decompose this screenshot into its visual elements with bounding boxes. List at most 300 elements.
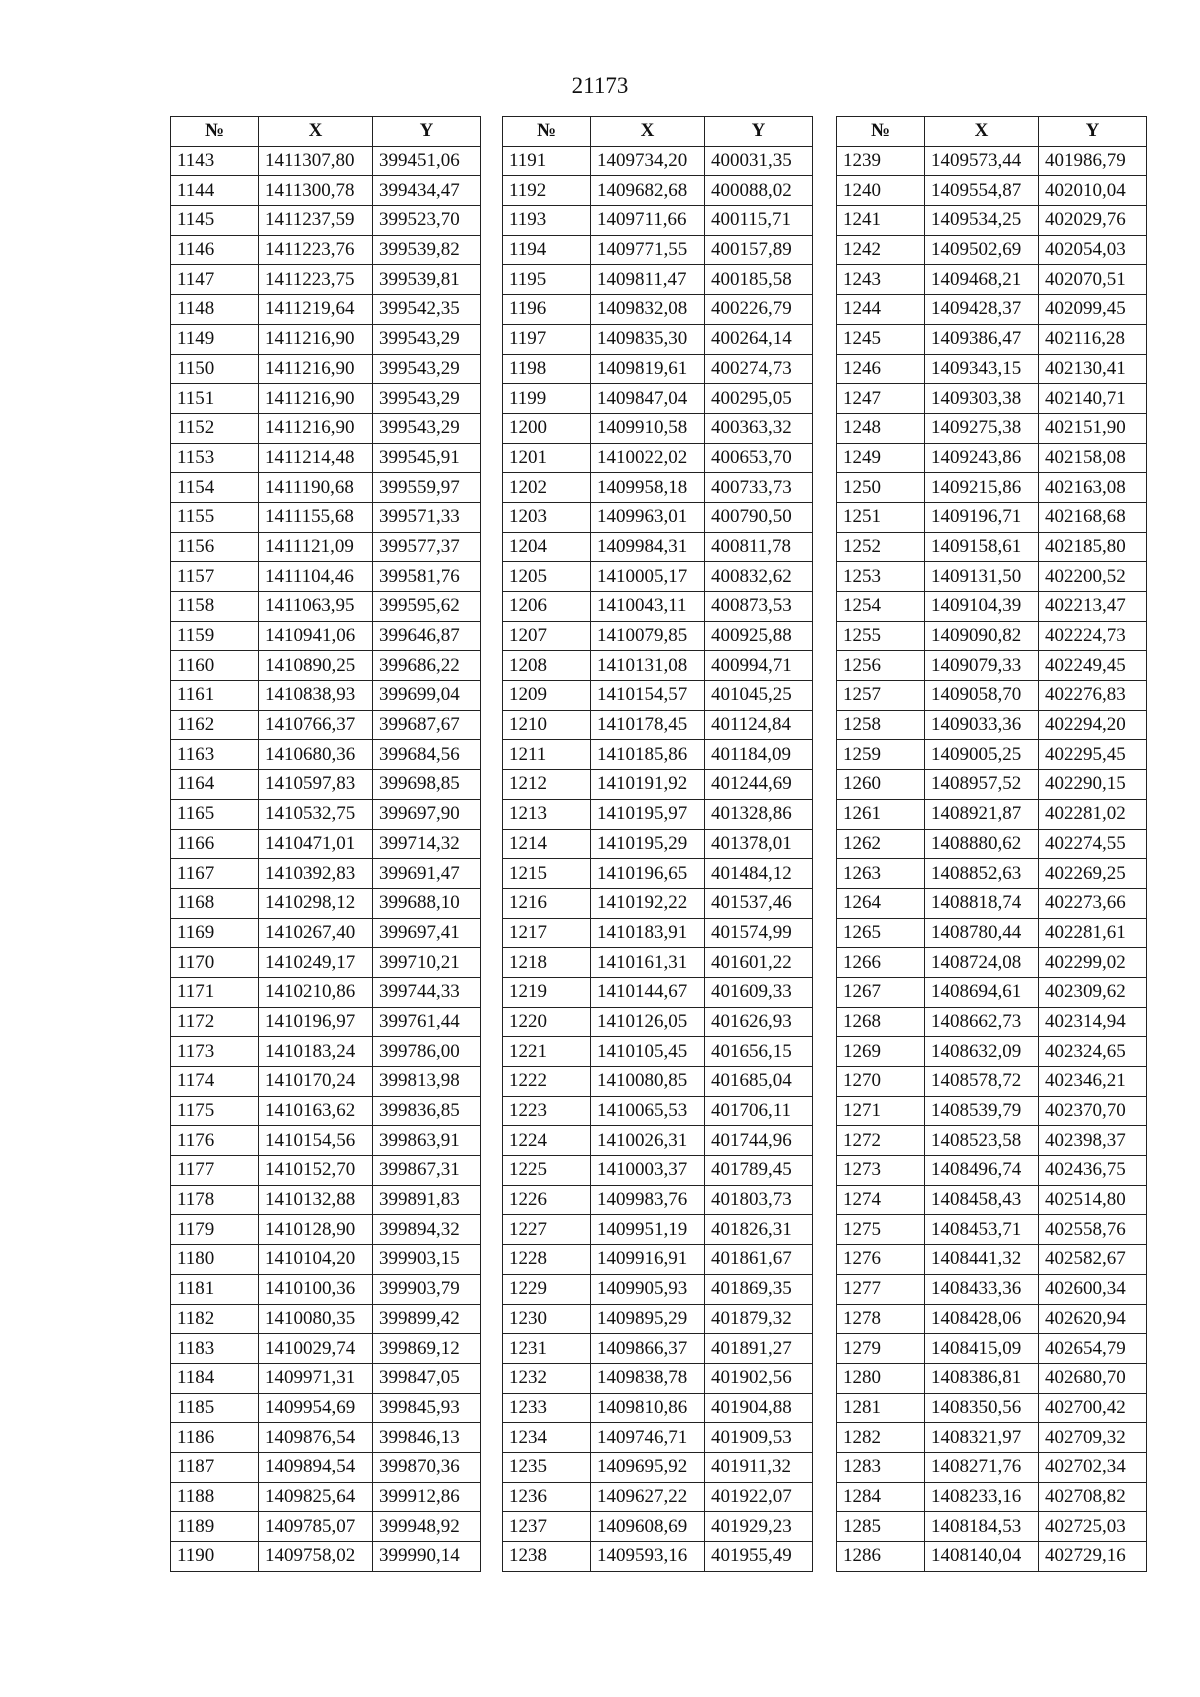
- table-row: [503, 1156, 813, 1186]
- cell-x: 1411237,59: [259, 206, 373, 236]
- cell-x: 1408818,74: [925, 888, 1039, 918]
- cell-number: 1187: [171, 1452, 259, 1482]
- table-row: [503, 354, 813, 384]
- cell-y: 401244,69: [705, 770, 813, 800]
- table-row: [837, 681, 1147, 711]
- cell-y: 400653,70: [705, 443, 813, 473]
- table-row: [837, 1274, 1147, 1304]
- cell-y: 399697,41: [373, 918, 481, 948]
- cell-y: 402274,55: [1039, 829, 1147, 859]
- table-row: [171, 1393, 481, 1423]
- cell-x: 1409627,22: [591, 1482, 705, 1512]
- cell-y: 401922,07: [705, 1482, 813, 1512]
- cell-y: 401685,04: [705, 1067, 813, 1097]
- table-row: [837, 1007, 1147, 1037]
- cell-x: 1411063,95: [259, 592, 373, 622]
- cell-y: 399539,82: [373, 235, 481, 265]
- table-row: [503, 592, 813, 622]
- cell-number: 1275: [837, 1215, 925, 1245]
- table-row: [837, 770, 1147, 800]
- cell-x: 1408496,74: [925, 1156, 1039, 1186]
- cell-number: 1206: [503, 592, 591, 622]
- cell-number: 1193: [503, 206, 591, 236]
- cell-number: 1259: [837, 740, 925, 770]
- table-row: [837, 651, 1147, 681]
- table-body: [837, 146, 1147, 1571]
- table-row: [171, 621, 481, 651]
- table-row: [171, 592, 481, 622]
- table-row: [503, 562, 813, 592]
- cell-number: 1249: [837, 443, 925, 473]
- cell-y: 399912,86: [373, 1482, 481, 1512]
- cell-y: 399846,13: [373, 1423, 481, 1453]
- table-row: [503, 265, 813, 295]
- cell-y: 401706,11: [705, 1096, 813, 1126]
- cell-number: 1231: [503, 1334, 591, 1364]
- cell-x: 1411223,76: [259, 235, 373, 265]
- cell-number: 1247: [837, 384, 925, 414]
- cell-y: 402700,42: [1039, 1393, 1147, 1423]
- cell-y: 401124,84: [705, 710, 813, 740]
- cell-number: 1241: [837, 206, 925, 236]
- cell-number: 1195: [503, 265, 591, 295]
- cell-number: 1229: [503, 1274, 591, 1304]
- cell-x: 1410597,83: [259, 770, 373, 800]
- cell-y: 402029,76: [1039, 206, 1147, 236]
- table-row: [837, 1393, 1147, 1423]
- cell-y: 402130,41: [1039, 354, 1147, 384]
- table-row: [171, 1512, 481, 1542]
- header-x: X: [259, 117, 373, 147]
- cell-y: 402582,67: [1039, 1245, 1147, 1275]
- cell-x: 1409386,47: [925, 324, 1039, 354]
- table-row: [171, 413, 481, 443]
- cell-y: 399691,47: [373, 859, 481, 889]
- cell-y: 401902,56: [705, 1363, 813, 1393]
- cell-x: 1408458,43: [925, 1185, 1039, 1215]
- cell-x: 1408780,44: [925, 918, 1039, 948]
- cell-y: 399559,97: [373, 473, 481, 503]
- cell-y: 402514,80: [1039, 1185, 1147, 1215]
- table-row: [837, 413, 1147, 443]
- table-row: [171, 1067, 481, 1097]
- table-row: [171, 1304, 481, 1334]
- cell-y: 400925,88: [705, 621, 813, 651]
- cell-number: 1191: [503, 146, 591, 176]
- cell-x: 1411219,64: [259, 295, 373, 325]
- table-row: [171, 859, 481, 889]
- cell-x: 1409954,69: [259, 1393, 373, 1423]
- cell-x: 1409894,54: [259, 1452, 373, 1482]
- cell-x: 1410532,75: [259, 799, 373, 829]
- table-row: [503, 235, 813, 265]
- cell-x: 1410192,22: [591, 888, 705, 918]
- cell-number: 1284: [837, 1482, 925, 1512]
- table-row: [171, 354, 481, 384]
- table-row: [837, 265, 1147, 295]
- table-row: [503, 1334, 813, 1364]
- cell-y: 399542,35: [373, 295, 481, 325]
- cell-x: 1410196,97: [259, 1007, 373, 1037]
- table-row: [837, 235, 1147, 265]
- cell-number: 1197: [503, 324, 591, 354]
- cell-y: 399903,15: [373, 1245, 481, 1275]
- table-row: [837, 977, 1147, 1007]
- cell-x: 1409468,21: [925, 265, 1039, 295]
- cell-y: 402294,20: [1039, 710, 1147, 740]
- cell-y: 400264,14: [705, 324, 813, 354]
- table-row: [503, 1215, 813, 1245]
- cell-y: 401929,23: [705, 1512, 813, 1542]
- table-row: [837, 354, 1147, 384]
- cell-x: 1410022,02: [591, 443, 705, 473]
- cell-number: 1256: [837, 651, 925, 681]
- cell-number: 1181: [171, 1274, 259, 1304]
- cell-y: 399836,85: [373, 1096, 481, 1126]
- header-x: X: [591, 117, 705, 147]
- cell-number: 1144: [171, 176, 259, 206]
- table-row: [837, 1482, 1147, 1512]
- cell-x: 1408523,58: [925, 1126, 1039, 1156]
- cell-y: 402680,70: [1039, 1363, 1147, 1393]
- cell-x: 1410680,36: [259, 740, 373, 770]
- cell-y: 399990,14: [373, 1542, 481, 1572]
- table-row: [837, 295, 1147, 325]
- cell-y: 402370,70: [1039, 1096, 1147, 1126]
- cell-y: 399761,44: [373, 1007, 481, 1037]
- cell-x: 1409428,37: [925, 295, 1039, 325]
- table-row: [171, 295, 481, 325]
- cell-x: 1409984,31: [591, 532, 705, 562]
- cell-x: 1410196,65: [591, 859, 705, 889]
- cell-x: 1410100,36: [259, 1274, 373, 1304]
- table-row: [171, 918, 481, 948]
- cell-x: 1409090,82: [925, 621, 1039, 651]
- cell-y: 399523,70: [373, 206, 481, 236]
- table-row: [171, 1156, 481, 1186]
- cell-x: 1411216,90: [259, 384, 373, 414]
- header-number: №: [171, 117, 259, 147]
- cell-y: 399891,83: [373, 1185, 481, 1215]
- cell-y: 400274,73: [705, 354, 813, 384]
- cell-number: 1233: [503, 1393, 591, 1423]
- table-row: [503, 502, 813, 532]
- cell-number: 1216: [503, 888, 591, 918]
- cell-number: 1221: [503, 1037, 591, 1067]
- table-row: [837, 829, 1147, 859]
- cell-y: 402281,02: [1039, 799, 1147, 829]
- table-row: [171, 1363, 481, 1393]
- cell-number: 1147: [171, 265, 259, 295]
- cell-x: 1410183,91: [591, 918, 705, 948]
- cell-y: 401803,73: [705, 1185, 813, 1215]
- cell-number: 1177: [171, 1156, 259, 1186]
- cell-y: 400295,05: [705, 384, 813, 414]
- coordinates-table-2: [502, 116, 813, 1572]
- table-row: [503, 1363, 813, 1393]
- table-row: [837, 1126, 1147, 1156]
- table-row: [837, 888, 1147, 918]
- cell-y: 401378,01: [705, 829, 813, 859]
- table-row: [171, 562, 481, 592]
- table-row: [171, 681, 481, 711]
- cell-x: 1410105,45: [591, 1037, 705, 1067]
- cell-number: 1242: [837, 235, 925, 265]
- cell-x: 1411104,46: [259, 562, 373, 592]
- cell-x: 1408321,97: [925, 1423, 1039, 1453]
- cell-x: 1408415,09: [925, 1334, 1039, 1364]
- cell-y: 400363,32: [705, 413, 813, 443]
- cell-y: 399813,98: [373, 1067, 481, 1097]
- table-row: [837, 1363, 1147, 1393]
- cell-number: 1234: [503, 1423, 591, 1453]
- cell-x: 1410126,05: [591, 1007, 705, 1037]
- cell-y: 401861,67: [705, 1245, 813, 1275]
- cell-y: 401891,27: [705, 1334, 813, 1364]
- cell-x: 1408539,79: [925, 1096, 1039, 1126]
- cell-y: 402070,51: [1039, 265, 1147, 295]
- cell-number: 1143: [171, 146, 259, 176]
- cell-x: 1410210,86: [259, 977, 373, 1007]
- table-row: [171, 1037, 481, 1067]
- cell-y: 399863,91: [373, 1126, 481, 1156]
- cell-x: 1410392,83: [259, 859, 373, 889]
- cell-y: 402295,45: [1039, 740, 1147, 770]
- cell-number: 1227: [503, 1215, 591, 1245]
- cell-number: 1202: [503, 473, 591, 503]
- table-row: [503, 176, 813, 206]
- cell-number: 1254: [837, 592, 925, 622]
- cell-number: 1283: [837, 1452, 925, 1482]
- cell-x: 1409746,71: [591, 1423, 705, 1453]
- cell-y: 402725,03: [1039, 1512, 1147, 1542]
- cell-y: 402324,65: [1039, 1037, 1147, 1067]
- cell-x: 1409951,19: [591, 1215, 705, 1245]
- cell-number: 1215: [503, 859, 591, 889]
- table-row: [837, 473, 1147, 503]
- table-row: [503, 1185, 813, 1215]
- table-row: [837, 799, 1147, 829]
- cell-y: 402054,03: [1039, 235, 1147, 265]
- cell-x: 1410163,62: [259, 1096, 373, 1126]
- cell-number: 1218: [503, 948, 591, 978]
- coordinates-table-1: [170, 116, 481, 1572]
- cell-number: 1170: [171, 948, 259, 978]
- cell-number: 1151: [171, 384, 259, 414]
- table-row: [503, 770, 813, 800]
- table-row: [171, 1274, 481, 1304]
- cell-x: 1410161,31: [591, 948, 705, 978]
- cell-x: 1409303,38: [925, 384, 1039, 414]
- cell-x: 1410183,24: [259, 1037, 373, 1067]
- cell-x: 1410065,53: [591, 1096, 705, 1126]
- cell-number: 1223: [503, 1096, 591, 1126]
- cell-number: 1250: [837, 473, 925, 503]
- cell-x: 1410003,37: [591, 1156, 705, 1186]
- cell-number: 1228: [503, 1245, 591, 1275]
- cell-y: 399571,33: [373, 502, 481, 532]
- cell-x: 1410766,37: [259, 710, 373, 740]
- cell-number: 1239: [837, 146, 925, 176]
- cell-number: 1150: [171, 354, 259, 384]
- cell-x: 1409573,44: [925, 146, 1039, 176]
- table-row: [171, 977, 481, 1007]
- cell-y: 400733,73: [705, 473, 813, 503]
- header-y: Y: [1039, 117, 1147, 147]
- table-row: [837, 859, 1147, 889]
- cell-x: 1408694,61: [925, 977, 1039, 1007]
- cell-x: 1409734,20: [591, 146, 705, 176]
- table-row: [503, 1304, 813, 1334]
- cell-number: 1180: [171, 1245, 259, 1275]
- cell-y: 402269,25: [1039, 859, 1147, 889]
- table-row: [503, 621, 813, 651]
- cell-number: 1285: [837, 1512, 925, 1542]
- table-row: [503, 888, 813, 918]
- header-number: №: [503, 117, 591, 147]
- cell-x: 1409963,01: [591, 502, 705, 532]
- cell-y: 399697,90: [373, 799, 481, 829]
- cell-x: 1408350,56: [925, 1393, 1039, 1423]
- cell-x: 1409910,58: [591, 413, 705, 443]
- cell-x: 1408441,32: [925, 1245, 1039, 1275]
- cell-y: 399543,29: [373, 384, 481, 414]
- cell-x: 1410144,67: [591, 977, 705, 1007]
- cell-y: 399581,76: [373, 562, 481, 592]
- cell-number: 1201: [503, 443, 591, 473]
- cell-number: 1172: [171, 1007, 259, 1037]
- cell-y: 400790,50: [705, 502, 813, 532]
- table-row: [503, 206, 813, 236]
- cell-y: 400832,62: [705, 562, 813, 592]
- cell-number: 1230: [503, 1304, 591, 1334]
- cell-number: 1160: [171, 651, 259, 681]
- cell-number: 1272: [837, 1126, 925, 1156]
- cell-x: 1410471,01: [259, 829, 373, 859]
- cell-x: 1410890,25: [259, 651, 373, 681]
- cell-x: 1410080,85: [591, 1067, 705, 1097]
- table-body: [171, 146, 481, 1571]
- cell-x: 1411223,75: [259, 265, 373, 295]
- cell-number: 1166: [171, 829, 259, 859]
- cell-y: 399710,21: [373, 948, 481, 978]
- table-row: [503, 1245, 813, 1275]
- cell-number: 1266: [837, 948, 925, 978]
- cell-x: 1408921,87: [925, 799, 1039, 829]
- cell-y: 402346,21: [1039, 1067, 1147, 1097]
- cell-y: 402309,62: [1039, 977, 1147, 1007]
- table-row: [503, 710, 813, 740]
- cell-y: 399684,56: [373, 740, 481, 770]
- cell-number: 1265: [837, 918, 925, 948]
- cell-y: 400185,58: [705, 265, 813, 295]
- cell-x: 1408662,73: [925, 1007, 1039, 1037]
- cell-y: 402010,04: [1039, 176, 1147, 206]
- cell-number: 1148: [171, 295, 259, 325]
- cell-number: 1205: [503, 562, 591, 592]
- cell-x: 1409554,87: [925, 176, 1039, 206]
- cell-number: 1196: [503, 295, 591, 325]
- table-row: [837, 621, 1147, 651]
- cell-y: 402299,02: [1039, 948, 1147, 978]
- cell-y: 402273,66: [1039, 888, 1147, 918]
- cell-number: 1286: [837, 1542, 925, 1572]
- cell-number: 1258: [837, 710, 925, 740]
- cell-y: 399786,00: [373, 1037, 481, 1067]
- header-x: X: [925, 117, 1039, 147]
- table-row: [171, 1245, 481, 1275]
- cell-y: 402702,34: [1039, 1452, 1147, 1482]
- table-row: [837, 532, 1147, 562]
- cell-number: 1189: [171, 1512, 259, 1542]
- cell-x: 1411155,68: [259, 502, 373, 532]
- table-row: [837, 1096, 1147, 1126]
- cell-y: 399903,79: [373, 1274, 481, 1304]
- cell-x: 1409971,31: [259, 1363, 373, 1393]
- cell-y: 401537,46: [705, 888, 813, 918]
- cell-number: 1207: [503, 621, 591, 651]
- cell-number: 1173: [171, 1037, 259, 1067]
- cell-number: 1278: [837, 1304, 925, 1334]
- table-row: [503, 918, 813, 948]
- cell-x: 1409079,33: [925, 651, 1039, 681]
- cell-y: 401789,45: [705, 1156, 813, 1186]
- cell-y: 402398,37: [1039, 1126, 1147, 1156]
- cell-number: 1253: [837, 562, 925, 592]
- cell-number: 1276: [837, 1245, 925, 1275]
- cell-x: 1409832,08: [591, 295, 705, 325]
- cell-number: 1267: [837, 977, 925, 1007]
- cell-number: 1165: [171, 799, 259, 829]
- cell-y: 401609,33: [705, 977, 813, 1007]
- cell-x: 1409682,68: [591, 176, 705, 206]
- cell-x: 1410154,57: [591, 681, 705, 711]
- table-row: [171, 1096, 481, 1126]
- table-row: [837, 740, 1147, 770]
- cell-y: 402151,90: [1039, 413, 1147, 443]
- cell-y: 399595,62: [373, 592, 481, 622]
- cell-y: 402099,45: [1039, 295, 1147, 325]
- cell-y: 402249,45: [1039, 651, 1147, 681]
- cell-x: 1410195,97: [591, 799, 705, 829]
- table-row: [503, 829, 813, 859]
- table-row: [171, 1007, 481, 1037]
- cell-x: 1409711,66: [591, 206, 705, 236]
- table-row: [503, 1423, 813, 1453]
- table-row: [837, 146, 1147, 176]
- cell-x: 1409131,50: [925, 562, 1039, 592]
- cell-y: 401626,93: [705, 1007, 813, 1037]
- table-row: [171, 1452, 481, 1482]
- cell-number: 1243: [837, 265, 925, 295]
- cell-x: 1411216,90: [259, 324, 373, 354]
- cell-x: 1409825,64: [259, 1482, 373, 1512]
- table-row: [503, 443, 813, 473]
- table-row: [503, 384, 813, 414]
- table-row: [503, 473, 813, 503]
- cell-x: 1409593,16: [591, 1542, 705, 1572]
- cell-y: 401826,31: [705, 1215, 813, 1245]
- cell-x: 1408578,72: [925, 1067, 1039, 1097]
- cell-x: 1409895,29: [591, 1304, 705, 1334]
- table-row: [837, 1037, 1147, 1067]
- cell-number: 1232: [503, 1363, 591, 1393]
- cell-y: 399539,81: [373, 265, 481, 295]
- table-row: [171, 888, 481, 918]
- table-row: [503, 799, 813, 829]
- cell-number: 1282: [837, 1423, 925, 1453]
- cell-number: 1152: [171, 413, 259, 443]
